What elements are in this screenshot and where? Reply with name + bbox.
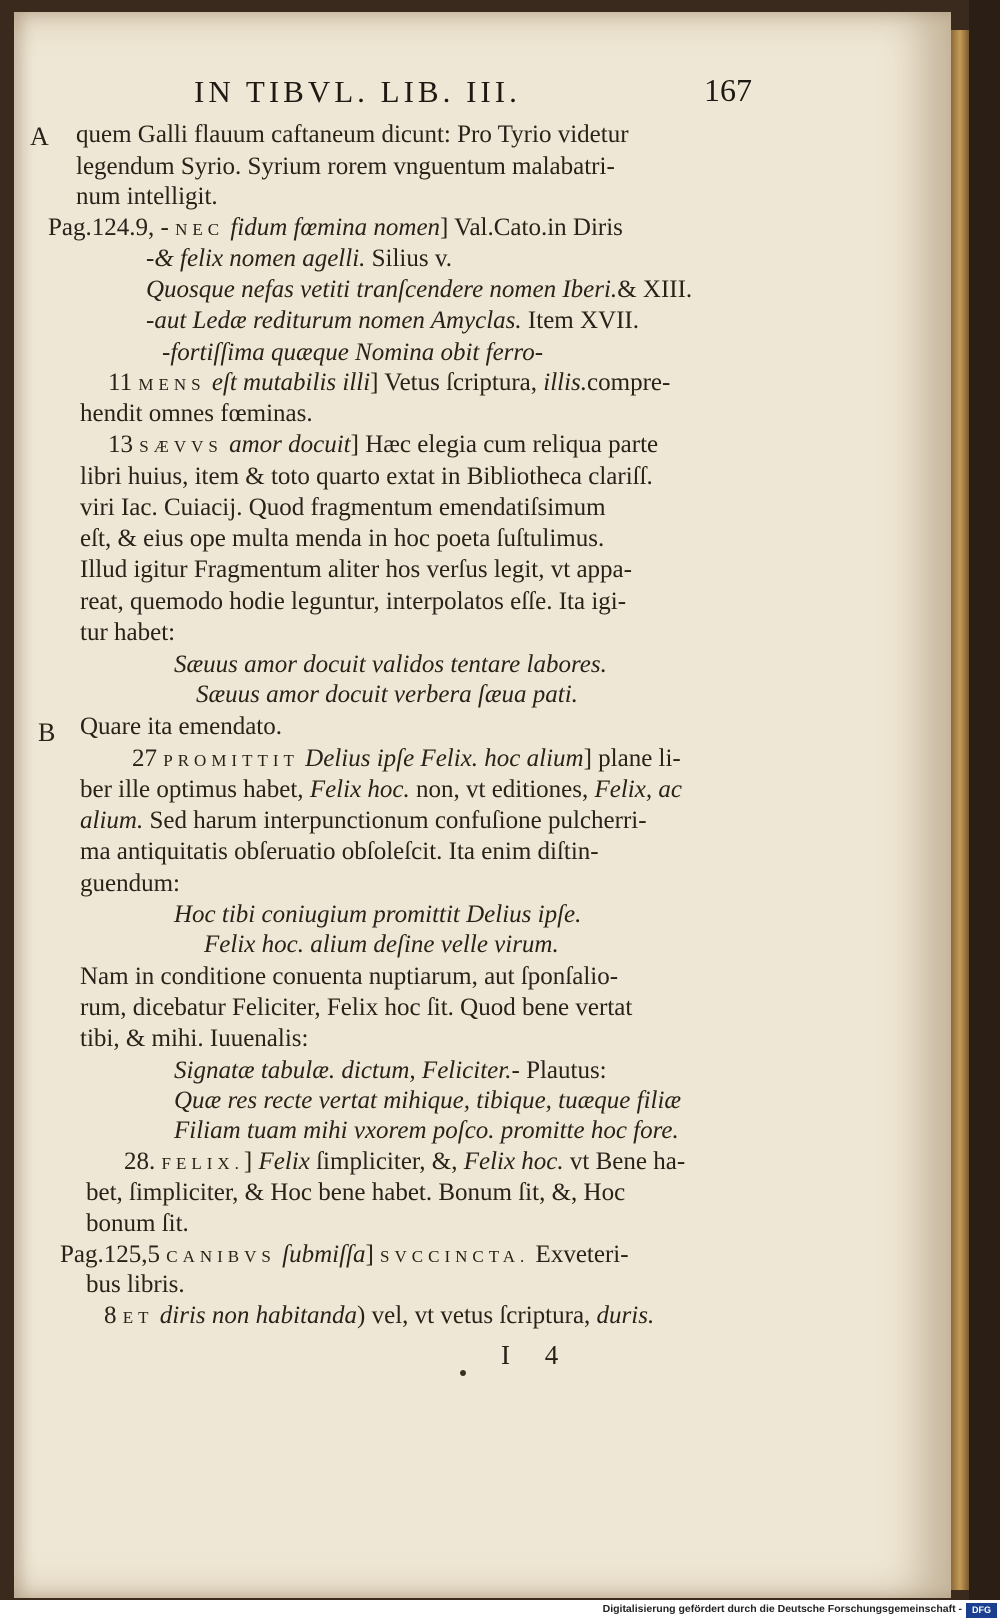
text-segment: Pag.124.9, - (48, 214, 176, 241)
text-line (80, 993, 632, 1023)
text-segment: tibi, & mihi. Iuuenalis: (80, 1025, 309, 1052)
text-line (76, 182, 218, 212)
text-segment: ſimpliciter, &, (309, 1148, 464, 1175)
text-segment: Signatæ tabulæ. dictum, Feliciter.- (174, 1057, 520, 1084)
text-line (80, 618, 175, 648)
text-line (124, 1147, 685, 1179)
text-segment: Sed harum interpunctionum confuſione pulcherri- (143, 807, 647, 834)
text-line (76, 120, 629, 150)
text-segment: Quæ res recte vertat mihique, tibique, tuæque filiæ (174, 1087, 682, 1114)
text-segment: NEC (175, 220, 225, 239)
text-line (60, 1240, 629, 1272)
text-segment: ] plane li- (583, 745, 681, 772)
text-segment: alium. (80, 807, 144, 834)
text-line (162, 338, 543, 368)
text-segment: Sæuus amor docuit verbera ſæua pati. (196, 681, 578, 708)
text-line (80, 869, 180, 899)
text-segment: SÆVVS (139, 437, 223, 456)
text-line (80, 962, 618, 992)
dfg-logo: DFG (966, 1603, 997, 1618)
text-segment: & XIII. (617, 276, 693, 303)
text-segment: -aut Ledæ rediturum nomen Amyclas. (146, 307, 522, 334)
margin-letter-b: B (38, 718, 56, 747)
text-segment: SVCCINCTA. (380, 1247, 530, 1266)
ink-dot (460, 1370, 466, 1376)
text-segment: bonum ſit. (86, 1210, 189, 1237)
text-segment: libri huius, item & toto quarto extat in Bibliotheca clariſſ. (80, 463, 653, 490)
text-segment: Delius ipſe Felix. hoc alium (298, 745, 584, 772)
text-line (80, 837, 599, 867)
text-segment: Plautus: (519, 1057, 607, 1084)
text-line (174, 1086, 681, 1116)
text-segment: vt Bene ha- (563, 1148, 686, 1175)
text-segment: Quare ita emendato. (80, 713, 282, 740)
text-line (80, 524, 604, 554)
text-segment: Felix hoc. (463, 1148, 564, 1175)
text-segment: Felix hoc. (309, 776, 410, 803)
text-segment: -& felix nomen agelli. (146, 245, 366, 272)
text-segment: duris. (596, 1302, 655, 1329)
text-segment: ] Vetus ſcriptura, (370, 369, 544, 396)
text-line (104, 1301, 654, 1333)
text-segment: 11 (108, 369, 139, 396)
text-segment: Felix, ac (594, 776, 682, 803)
text-segment: diris non habitanda (153, 1302, 358, 1329)
text-line (80, 555, 632, 585)
text-segment: illis. (543, 369, 588, 396)
text-line (80, 775, 682, 805)
text-segment: amor docuit (222, 431, 351, 458)
text-line (174, 900, 581, 930)
book-page (14, 12, 951, 1598)
text-segment: fidum fœmina nomen (224, 214, 441, 241)
text-line (146, 275, 692, 305)
text-segment: quem Galli flauum caftaneum dicunt: Pro Tyrio videtur (76, 121, 629, 148)
text-segment: Filiam tuam mihi vxorem poſco. promitte hoc fore. (174, 1117, 679, 1144)
text-line (108, 430, 658, 462)
text-segment: hendit omnes fœminas. (80, 400, 313, 427)
text-segment: ] Val.Cato.in Diris (440, 214, 623, 241)
text-line (174, 1056, 607, 1086)
footer-credit-text: Digitalisierung gefördert durch die Deutsche Forschungsgemeinschaft - (602, 1603, 962, 1615)
text-line (80, 806, 647, 836)
text-segment: eſt mutabilis illi (205, 369, 371, 396)
text-segment: ET (122, 1308, 154, 1327)
text-segment: bus libris. (86, 1271, 185, 1298)
text-segment: legendum Syrio. Syrium rorem vnguentum malabatri- (76, 153, 615, 180)
text-segment: FELIX. (161, 1154, 244, 1173)
text-line (86, 1178, 625, 1208)
text-segment: ber ille optimus habet, (80, 776, 310, 803)
text-segment: 28. (124, 1148, 162, 1175)
text-segment: ſubmiſſa (275, 1241, 366, 1268)
text-line (86, 1209, 189, 1239)
text-segment: 13 (108, 431, 140, 458)
running-title: IN TIBVL. LIB. III. (194, 74, 521, 109)
text-segment: eſt, & eius ope multa menda in hoc poeta ſuſtulimus. (80, 525, 605, 552)
text-segment: viri Iac. Cuiacij. Quod fragmentum emendatiſsimum (80, 494, 606, 521)
text-segment: ) vel, vt vetus ſcriptura, (357, 1302, 597, 1329)
text-line (80, 493, 606, 523)
text-line (80, 587, 626, 617)
text-segment: tur habet: (80, 619, 176, 646)
text-line (86, 1270, 185, 1300)
text-line (76, 152, 615, 182)
text-segment: Hoc tibi coniugium promittit Delius ipſe. (174, 901, 582, 928)
text-line (132, 744, 681, 776)
page-fore-edge (951, 30, 969, 1590)
text-segment: Silius v. (365, 245, 452, 272)
text-line (80, 399, 313, 429)
text-segment: Item XVII. (521, 307, 639, 334)
text-line (80, 712, 282, 742)
text-segment: MENS (138, 375, 206, 394)
text-segment: ] Hæc elegia cum reliqua parte (350, 431, 659, 458)
text-segment: 27 (132, 745, 164, 772)
text-segment: PROMITTIT (163, 751, 299, 770)
text-line (146, 244, 452, 274)
margin-letter-a: A (30, 122, 49, 151)
text-segment: Pag.125,5 (60, 1241, 167, 1268)
text-line (174, 650, 607, 680)
text-segment: Nam in conditione conuenta nuptiarum, aut ſponſalio- (80, 963, 619, 990)
text-line (108, 368, 670, 400)
text-segment: Exveteri- (529, 1241, 629, 1268)
text-segment: ma antiquitatis obſeruatio obſoleſcit. Ita enim diſtin- (80, 838, 599, 865)
text-segment: ] (243, 1148, 259, 1175)
text-segment: 8 (104, 1302, 123, 1329)
text-segment: -fortiſſima quæque Nomina obit ferro- (162, 339, 544, 366)
page-number: 167 (704, 72, 752, 108)
text-segment: non, vt editiones, (409, 776, 595, 803)
text-line (174, 1116, 679, 1146)
text-segment: ] (365, 1241, 381, 1268)
text-segment: reat, quemodo hodie leguntur, interpolatos eſſe. Ita igi- (80, 588, 627, 615)
text-line (146, 306, 639, 336)
text-line (196, 680, 578, 710)
text-segment: num intelligit. (76, 183, 218, 210)
text-segment: Felix hoc. alium deſine velle virum. (204, 931, 559, 958)
text-segment: CANIBVS (166, 1247, 276, 1266)
scan-background (969, 0, 1000, 1600)
text-segment: Quosque nefas vetiti tranſcendere nomen Iberi. (146, 276, 618, 303)
text-segment: rum, dicebatur Feliciter, Felix hoc ſit. Quod bene vertat (80, 994, 633, 1021)
text-line (48, 213, 623, 245)
text-segment: Sæuus amor docuit validos tentare labores. (174, 651, 607, 678)
signature-mark: I 4 (501, 1340, 573, 1370)
text-segment: guendum: (80, 870, 180, 897)
text-line (80, 1024, 308, 1054)
digitization-footer (0, 1600, 1000, 1623)
text-segment: bet, ſimpliciter, & Hoc bene habet. Bonum ſit, &, Hoc (86, 1179, 626, 1206)
text-line (80, 462, 653, 492)
text-segment: compre- (587, 369, 671, 396)
text-segment: Felix (258, 1148, 310, 1175)
text-segment: Illud igitur Fragmentum aliter hos verſus legit, vt appa- (80, 556, 632, 583)
text-line (204, 930, 559, 960)
